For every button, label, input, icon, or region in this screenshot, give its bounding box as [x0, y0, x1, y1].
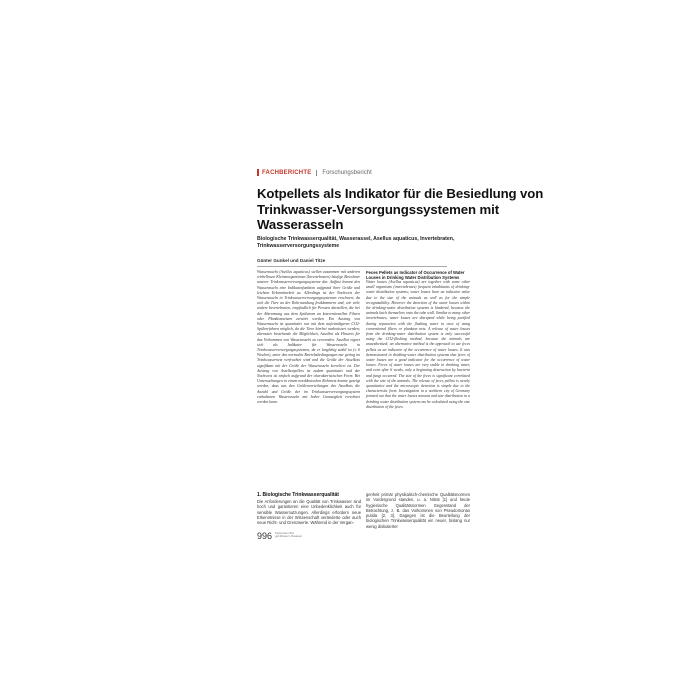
- divider: [257, 266, 447, 267]
- footer-info: [275, 532, 302, 538]
- body-column-right: genheit primär physikalisch-chemische Qualitätsnormen im Vordergrund standen, u. a. Nitrat [1] und heute hygienische Qualitätsnormen Gegenstand der Betrachtung, z. B. das Vorkommen von Pseudomonas putida [2, 3]. Dagegen ist die Beurteilung der biologischen Trinkwasserqualität ein neuer, bislang nur wenig diskutierter: [366, 492, 470, 529]
- article-title: Kotpellets als Indikator für die Besiedlung von Trinkwasser-Versorgungssystemen mit Wasserasseln: [257, 186, 544, 232]
- body-column-left: Die Anforderungen an die Qualität von Trinkwasser sind hoch und garantieren eine Unbedenklichkeit auch für sensible Wassernutzungen. Allerdings erfordern neue Erkenntnisse in der Wissenschaft veränderte oder auch neue Richt- und Grenzwerte. Während in der Vergan-: [257, 499, 361, 526]
- footer-date: September 2011: [275, 532, 294, 535]
- footer-journal: gwf-Wasser | Abwasser: [275, 535, 302, 539]
- keywords: Biologische Trinkwasserqualität, Wasserassel, Asellus aquaticus, Invertebraten, Trinkwasserversorgungssysteme: [257, 236, 455, 249]
- abstract-german: Wasserasseln (Asellus aquaticus) stellen zusammen mit anderen wirbellosen Kleinstorganismen (Invertebraten) häufige Bewohner unserer Trinkwasserversorgungssysteme dar. Auffast kommt den Wasserasseln eine Indikatorfunktion aufgrund ihrer Größe und leichten Erkennbarkeit zu. Allerdings ist der Nachweis der Wasserasseln in Trinkwasserversorgungssystemen erschwert, da sich die Tiere an der Rohrwandung festklammern und, wie viele andere Invertebraten, empfindlich für Pressen darstellen, die bei der Abtrennung aus dem Spülstrom an konventionellen Filtern oder Planktonnetzen zerstört werden. Ein Austrag von Wasserasseln ist quantitativ nur mit dem aufwändigeren CO2-Spülverfahren möglich, da die Tiere hierbei narkotisiert werden; alternativ bestehende die Möglichkeit, Asselkot als Hinweis für das Vorkommen von Wasserasseln zu verwenden. Asselkot eignet sich als Indikator für Wasserasseln in Trinkwasserversorgungssystemen, da er langlebig stabil ist (≥ 6 Wochen), unter den normalen Betriebsbedingungen nur gering im Trinkwassernetz verfrachtet wird und die Größe der Asselkots signifikant mit der Größe der Wasserasseln korreliert ist. Der Austrag von Asselkotpellets ist zudem quantitativ und der Nachweis ist einfach aufgrund der charakteristischen Form. Bei Untersuchungen in einem norddeutschen Rohrnetz konnte gezeigt werden, dass aus den Größenverteilungen des Asselkots die Anzahl und Größe der im Trinkwasserversorgungssystem enthaltenen Wasserasseln mit hoher Genauigkeit errechnet werden kann.: [257, 270, 360, 405]
- section-header: [257, 169, 372, 176]
- abstract-english-title: Feces Pellets as Indicator of Occurrence of Water Louses in Drinking Water Distribution Systems: [366, 270, 465, 280]
- section-label: FACHBERICHTE: [262, 169, 312, 176]
- subsection-label: Forschungsbericht: [322, 169, 372, 176]
- header-separator: [316, 170, 317, 176]
- authors: Günter Gunkel und Daniel Titze: [257, 258, 326, 263]
- section-marker: [257, 169, 259, 176]
- abstract-english: Water louses (Asellus aquaticus) are together with some other small organisms (invertebrates) frequent inhabitants of drinking-water distribution systems; water louses have an indicator value due to the size of the animals as well as for the simple recognizability. However the detection of the water louses within the drinking-water distribution systems is hindered, because the animals latch themselves onto the tube wall. Similar to many other invertebrates, water louses are disrupted while being purified during separation with the flushing water in case of using conventional filters or plankton nets. A release of water louses from the drinking-water distribution system is only successful using the CO2-flushing method, because the animals are anaesthetised; an alternative method is the approach to use feces pellets as an indicator of the occurrence of water louses. It was demonstrated in drinking-water distribution systems that feces of water louses are a good indicator for the occurrence of water louses. Feces of water louses are very stable in drinking water, and even after 6 weeks, only a beginning destruction by bacteria and fungi occurred. The size of the feces is significant correlated with the size of the animals. The release of feces pellets is nearly quantitative and the microscopic detection is simple due to the characteristic form. Investigation in a northern city of Germany pointed out that the water louses amount and size distribution in a drinking water distribution system can be calculated using the size distribution of the feces.: [366, 280, 470, 409]
- page-number: 996: [257, 531, 273, 541]
- section-heading: 1. Biologische Trinkwasserqualität: [257, 492, 339, 498]
